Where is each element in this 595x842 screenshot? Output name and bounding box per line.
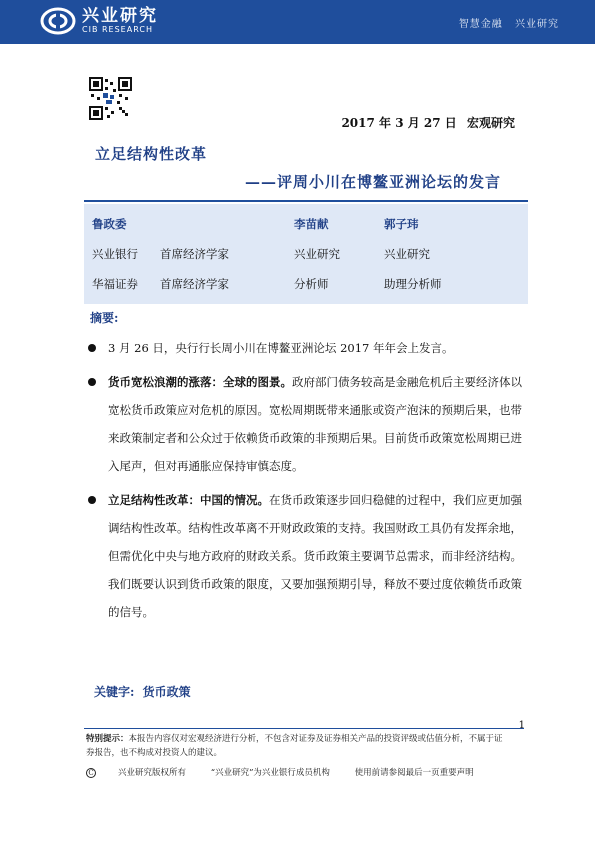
logo-en-text: CIB RESEARCH bbox=[82, 25, 153, 34]
author-3-role: 助理分析师 bbox=[384, 277, 442, 291]
abstract-item-text: 在货币政策逐步回归稳健的过程中，我们应更加强调结构性改革。结构性改革离不开财政政策的支持。我国财政工具仍有发挥余地，但需优化中央与地方政府的财政关系。货币政策主要调节总需求，而非经济结构。我们既要认识到货币政策的限度，又要加强预期引导，释放不要过度依赖货币政策的信号。 bbox=[108, 493, 522, 619]
abstract-item-3 bbox=[88, 486, 524, 626]
abstract-item-2 bbox=[88, 368, 524, 480]
abstract-list bbox=[88, 334, 524, 632]
report-title: 立足结构性改革 bbox=[95, 145, 208, 163]
author-panel bbox=[84, 204, 528, 304]
keywords bbox=[90, 683, 191, 700]
bullet-dot-icon bbox=[88, 344, 96, 352]
disclaimer-label: 特别提示： bbox=[86, 734, 129, 744]
logo-cn-text: 兴业研究 bbox=[82, 6, 158, 26]
slogan-left: 智慧金融 bbox=[458, 19, 503, 30]
copyright-text: 兴业研究版权所有 bbox=[118, 768, 187, 778]
report-subtitle: ——评周小川在博鳌亚洲论坛的发言 bbox=[245, 173, 502, 191]
abstract-item-lead: 立足结构性改革：中国的情况。 bbox=[108, 493, 269, 507]
affiliation-text: “兴业研究”为兴业银行成员机构 bbox=[210, 768, 330, 778]
bullet-dot-icon bbox=[88, 378, 96, 386]
keywords-value: 货币政策 bbox=[142, 685, 191, 699]
abstract-item-lead: 货币宽松浪潮的涨落：全球的图景。 bbox=[108, 375, 292, 389]
footer-bottom bbox=[86, 766, 496, 778]
logo bbox=[40, 7, 158, 35]
copyright-icon: C bbox=[86, 768, 96, 778]
bullet-dot-icon bbox=[88, 496, 96, 504]
author-2-org: 兴业研究 bbox=[294, 247, 340, 261]
author-name-3: 郭子玮 bbox=[384, 217, 419, 231]
author-1-org-2: 华福证券 bbox=[92, 277, 138, 291]
author-3-org: 兴业研究 bbox=[384, 247, 430, 261]
author-name-1: 鲁政委 bbox=[92, 217, 127, 231]
abstract-item-text: 政府部门债务较高是金融危机后主要经济体以宽松货币政策应对危机的原因。宽松周期既带来通胀或资产泡沫的预期后果，也带来政策制定者和公众过于依赖货币政策的非预期后果。目前货币政策宽松周期已进入尾声，但对再通胀应保持审慎态度。 bbox=[108, 375, 522, 473]
cib-logo-icon bbox=[40, 7, 76, 35]
title-divider bbox=[84, 200, 528, 202]
abstract-item-text: 3 月 26 日，央行行长周小川在博鳌亚洲论坛 2017 年年会上发言。 bbox=[108, 341, 454, 355]
page-number: 1 bbox=[518, 720, 525, 731]
author-1-org-1: 兴业银行 bbox=[92, 247, 138, 261]
author-1-role-2: 首席经济学家 bbox=[160, 277, 229, 291]
report-date-line bbox=[335, 114, 515, 131]
notice-text: 使用前请参阅最后一页重要声明 bbox=[354, 768, 474, 778]
report-date: 2017 年 3 月 27 日 bbox=[341, 116, 457, 130]
footer-divider bbox=[84, 728, 524, 729]
report-category: 宏观研究 bbox=[466, 116, 515, 130]
author-2-role: 分析师 bbox=[294, 277, 329, 291]
slogan-right: 兴业研究 bbox=[515, 19, 559, 30]
qr-code-icon bbox=[89, 77, 132, 120]
author-name-2: 李苗献 bbox=[294, 217, 329, 231]
keywords-label: 关键字: bbox=[94, 685, 135, 699]
disclaimer bbox=[86, 732, 506, 760]
abstract-label: 摘要: bbox=[90, 311, 119, 325]
abstract-item-1 bbox=[88, 334, 524, 362]
header-bar bbox=[0, 0, 595, 44]
header-slogan bbox=[451, 15, 559, 30]
author-1-role-1: 首席经济学家 bbox=[160, 247, 229, 261]
disclaimer-text: 本报告内容仅对宏观经济进行分析，不包含对证券及证券相关产品的投资评级或估值分析，不属于证券报告，也不构成对投资人的建议。 bbox=[86, 734, 503, 758]
